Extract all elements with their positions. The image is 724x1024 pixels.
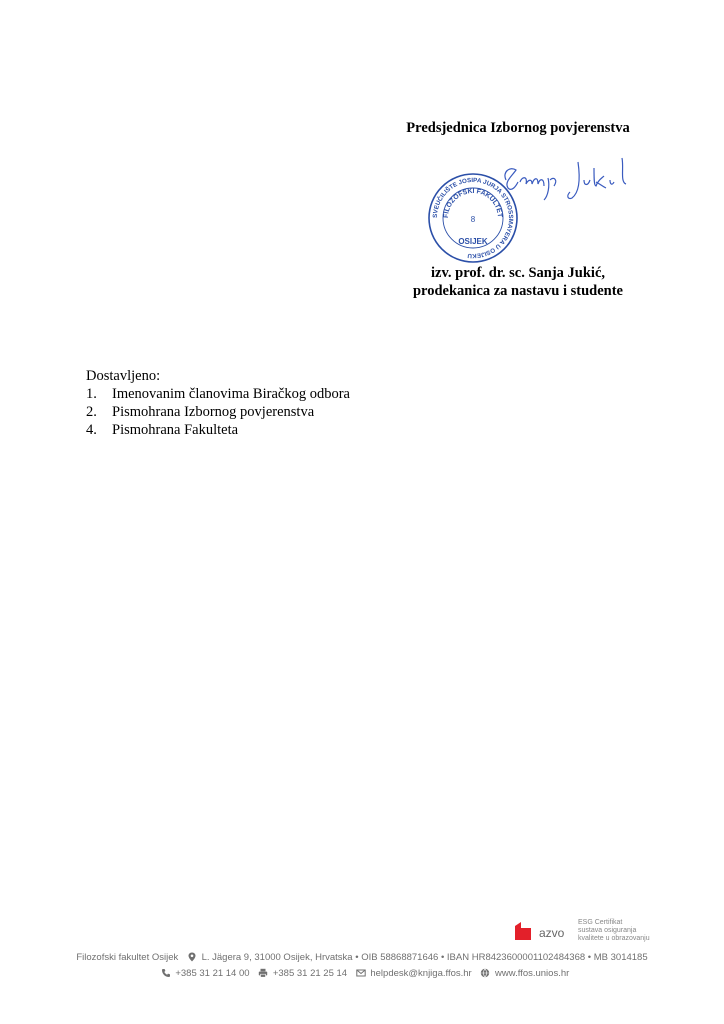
distribution-heading: Dostavljeno:: [86, 368, 161, 384]
page-footer: [0, 951, 724, 981]
footer-address: L. Jägera 9, 31000 Osijek, Hrvatska • OIB 58868871646 • IBAN HR8423600001102484368 • MB 3014185: [201, 952, 648, 963]
svg-text:FILOZOFSKI FAKULTET: FILOZOFSKI FAKULTET: [442, 187, 504, 219]
signer-block: [378, 264, 658, 300]
distribution-block: [86, 367, 350, 439]
signer-name: izv. prof. dr. sc. Sanja Jukić,: [430, 265, 606, 281]
footer-contact-row: [0, 967, 724, 981]
distribution-list: [86, 385, 350, 439]
svg-text:SVEUČILIŠTE JOSIPA JURJA STROS: SVEUČILIŠTE JOSIPA JURJA STROSSMAYERA U OSIJEKU: [431, 176, 515, 260]
footer-institution: Filozofski fakultet Osijek: [76, 952, 179, 963]
location-pin-icon: [187, 952, 197, 962]
footer-fax: +385 31 21 25 14: [272, 968, 348, 979]
globe-icon: [480, 968, 490, 978]
certification-line: kvalitete u obrazovanju: [578, 935, 650, 942]
svg-text:8: 8: [470, 215, 476, 224]
list-item-number: 2.: [86, 404, 97, 420]
certification-text: [578, 919, 698, 943]
email-icon: [356, 968, 366, 978]
footer-website[interactable]: www.ffos.unios.hr: [495, 968, 570, 979]
azvo-brand: azvo: [539, 926, 565, 940]
signer-role: prodekanica za nastavu i studente: [412, 283, 623, 299]
list-item-text: Imenovanim članovima Biračkog odbora: [112, 386, 350, 402]
svg-text:OSIJEK: OSIJEK: [458, 237, 488, 246]
phone-icon: [161, 968, 171, 978]
footer-address-row: [0, 951, 724, 965]
footer-email[interactable]: helpdesk@knjiga.ffos.hr: [370, 968, 472, 979]
handwritten-signature: [498, 152, 638, 212]
list-item-number: 1.: [86, 386, 97, 402]
list-item-text: Pismohrana Fakulteta: [112, 422, 239, 438]
list-item-text: Pismohrana Izbornog povjerenstva: [112, 404, 315, 420]
official-stamp: [427, 172, 519, 264]
list-item: [86, 385, 350, 403]
azvo-logo-icon: [513, 920, 533, 942]
list-item: [86, 403, 350, 421]
fax-printer-icon: [258, 968, 268, 978]
footer-phone[interactable]: +385 31 21 14 00: [175, 968, 250, 979]
certification-line: sustava osiguranja: [578, 927, 637, 934]
list-item: [86, 421, 350, 439]
certification-line: ESG Certifikat: [578, 919, 623, 926]
list-item-number: 4.: [86, 422, 97, 438]
signature-title: Predsjednica Izbornog povjerenstva: [406, 120, 630, 136]
